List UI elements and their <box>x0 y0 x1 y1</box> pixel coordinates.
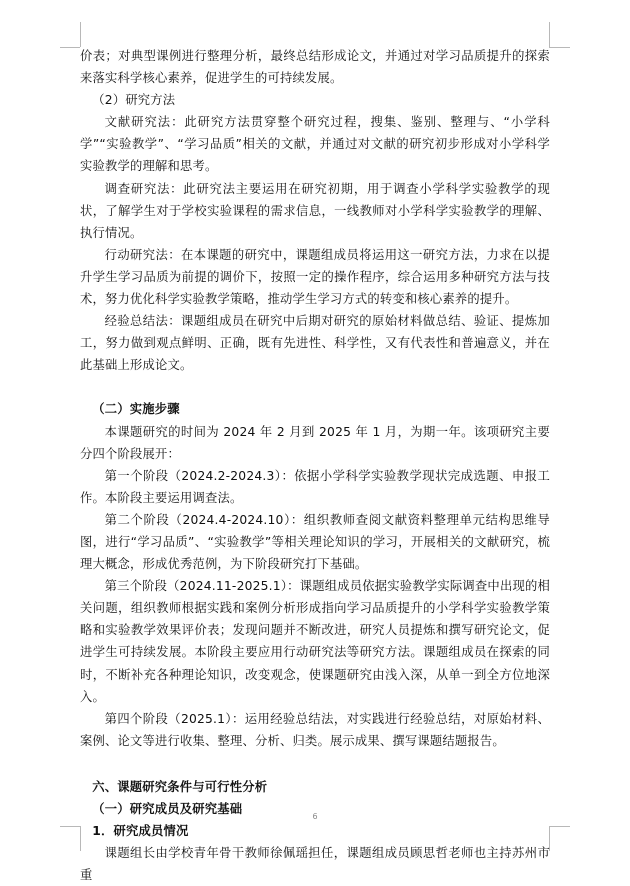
research-members-heading: （一）研究成员及研究基础 <box>92 802 243 816</box>
section-6-heading: 六、课题研究条件与可行性分析 <box>92 779 268 794</box>
paragraph-stage-4: 第四个阶段（2025.1）：运用经验总结法，对实践进行经验总结，对原始材料、案例、论文等进行收集、整理、分析、归类。展示成果、撰写课题结题报告。 <box>80 711 550 748</box>
implementation-steps-heading: （二）实施步骤 <box>92 402 180 417</box>
paragraph-timeline: 本课题研究的时间为 2024 年 2 月到 2025 年 1 月，为期一年。该项研究主要分四个阶段展开： <box>80 424 550 461</box>
crop-mark-bottom-right <box>549 826 570 827</box>
crop-mark-top-left <box>80 22 81 47</box>
crop-mark-top-left <box>60 47 80 48</box>
paragraph-literature-method: 文献研究法：此研究方法贯穿整个研究过程，搜集、鉴别、整理与、“小学科学”“实验教学”、“学习品质”相关的文献，并通过对文献的研究初步形成对小学科学实验教学的理解和思考。 <box>80 115 550 174</box>
paragraph-experience-method: 经验总结法：课题组成员在研究中后期对研究的原始材料做总结、验证、提炼加工，努力做到观点鲜明、正确，既有先进性、科学性，又有代表性和普遍意义，并在此基础上形成论文。 <box>80 314 550 373</box>
paragraph-stage-3: 第三个阶段（2024.11-2025.1）：课题组成员依据实验教学实际调查中出现的相关问题，组织教师根据实践和案例分析形成指向学习品质提升的小学科学实验教学策略和实验教学效果评价表；发现问题并不断改进，研究人员提炼和撰写研究论文，促进学生可持续发展。本阶段主要应用行动研究法等研究方法。课题组成员在探索的同时，不断补充各种理论知识，改变观念，使课题研究由浅入深，从单一到全方位地深入。 <box>80 579 550 704</box>
page-number: 6 <box>312 812 318 821</box>
crop-mark-top-right <box>549 47 570 48</box>
paragraph-action-method: 行动研究法：在本课题的研究中，课题组成员将运用这一研究方法，力求在以提升学生学习品质为前提的调价下，按照一定的操作程序，综合运用多种研究方法与技术，努力优化科学实验教学策略，推动学生学习方式的转变和核心素养的提升。 <box>80 247 550 307</box>
document-body <box>80 45 550 886</box>
members-subheading: 1．研究成员情况 <box>92 824 189 839</box>
crop-mark-top-right <box>549 22 550 47</box>
research-methods-heading: （2）研究方法 <box>92 93 176 108</box>
paragraph-survey-method: 调查研究法：此研究法主要运用在研究初期，用于调查小学科学实验教学的现状，了解学生对于学校实验课程的需求信息，一线教师对小学科学实验教学的理解、执行情况。 <box>80 181 550 240</box>
paragraph-stage-2: 第二个阶段（2024.4-2024.10）：组织教师查阅文献资料整理单元结构思维导图，进行“学习品质”、“实验教学”等相关理论知识的学习，开展相关的文献研究，梳理大概念，形成优秀范例，为下阶段研究打下基础。 <box>80 512 550 572</box>
crop-mark-bottom-left <box>60 826 80 827</box>
paragraph-continuation: 价表；对典型课例进行整理分析，最终总结形成论文，并通过对学习品质提升的探索来落实科学核心素养，促进学生的可持续发展。 <box>80 49 550 86</box>
paragraph-stage-1: 第一个阶段（2024.2-2024.3）：依据小学科学实验教学现状完成选题、申报工作。本阶段主要运用调查法。 <box>80 468 550 505</box>
paragraph-members: 课题组长由学校青年骨干教师徐佩瑶担任，课题组成员顾思哲老师也主持苏州市重 <box>80 846 550 883</box>
